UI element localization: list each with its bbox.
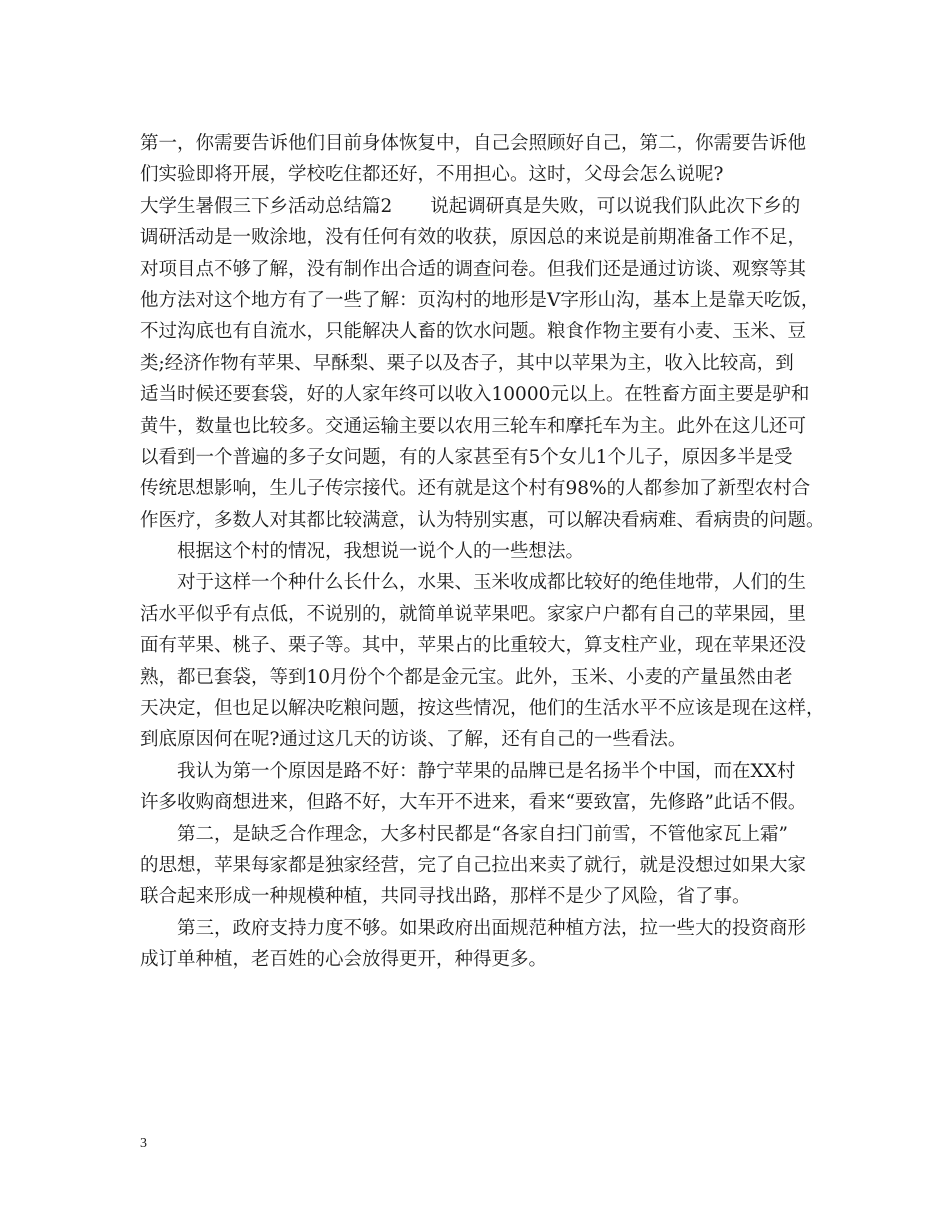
text-line: 调研活动是一败涂地，没有任何有效的收获，原因总的来说是前期准备工作不足，	[140, 227, 807, 249]
text-line: 们实验即将开展，学校吃住都还好，不用担心。这时，父母会怎么说呢?	[140, 164, 724, 186]
text-line: 天决定，但也足以解决吃粮问题，按这些情况，他们的生活水平不应该是现在这样，	[140, 698, 825, 720]
page-number: 3	[140, 1136, 147, 1151]
paragraph-start: 第二，是缺乏合作理念，大多村民都是“各家自扫门前雪，不管他家瓦上霜”	[177, 823, 788, 845]
text-line: 第一，你需要告诉他们目前身体恢复中，自己会照顾好自己，第二，你需要告诉他	[140, 133, 807, 154]
text-line: 的思想，苹果每家都是独家经营，完了自己拉出来卖了就行，就是没想过如果大家	[140, 854, 807, 876]
text-line: 对项目点不够了解，没有制作出合适的调查问卷。但我们还是通过访谈、观察等其	[140, 258, 807, 280]
text-line: 面有苹果、桃子、栗子等。其中，苹果占的比重较大，算支柱产业，现在苹果还没	[140, 635, 807, 657]
text-line: 成订单种植，老百姓的心会放得更开，种得更多。	[140, 949, 548, 971]
paragraph-start: 根据这个村的情况，我想说一说个人的一些想法。	[177, 541, 585, 563]
text-line: 作医疗，多数人对其都比较满意，认为特别实惠，可以解决看病难、看病贵的问题。	[140, 509, 825, 531]
text-line: 熟，都已套袋，等到10月份个个都是金元宝。此外，玉米、小麦的产量虽然由老	[140, 666, 793, 688]
paragraph-start: 第三，政府支持力度不够。如果政府出面规范种植方法，拉一些大的投资商形	[177, 917, 807, 939]
text-line: 联合起来形成一种规模种植，共同寻找出路，那样不是少了风险，省了事。	[140, 886, 751, 908]
text-line: 类;经济作物有苹果、早酥梨、栗子以及杏子，其中以苹果为主，收入比较高，到	[140, 352, 794, 374]
text-line: 适当时候还要套袋，好的人家年终可以收入10000元以上。在牲畜方面主要是驴和	[140, 384, 810, 406]
text-line: 活水平似乎有点低，不说别的，就简单说苹果吧。家家户户都有自己的苹果园，里	[140, 603, 807, 625]
text-line: 传统思想影响，生儿子传宗接代。还有就是这个村有98%的人都参加了新型农村合	[140, 478, 811, 500]
text-line: 许多收购商想进来，但路不好，大车开不进来，看来“要致富，先修路”此话不假。	[140, 792, 807, 814]
text-line: 到底原因何在呢?通过这几天的访谈、了解，还有自己的一些看法。	[140, 729, 687, 751]
paragraph-start: 对于这样一个种什么长什么，水果、玉米收成都比较好的绝佳地带，人们的生	[177, 572, 807, 594]
paragraph-start: 我认为第一个原因是路不好：静宁苹果的品牌已是名扬半个中国，而在XX村	[177, 760, 796, 782]
text-line: 以看到一个普遍的多子女问题，有的人家甚至有5个女儿1个儿子，原因多半是受	[140, 446, 793, 468]
text-line: 他方法对这个地方有了一些了解：页沟村的地形是V字形山沟，基本上是靠天吃饭，	[140, 289, 820, 311]
text-line: 不过沟底也有自流水，只能解决人畜的饮水问题。粮食作物主要有小麦、玉米、豆	[140, 321, 807, 343]
body-text	[140, 128, 830, 976]
section-heading-line	[140, 191, 830, 222]
section-heading: 大学生暑假三下乡活动总结篇2	[140, 195, 393, 217]
text-line: 黄牛，数量也比较多。交通运输主要以农用三轮车和摩托车为主。此外在这儿还可	[140, 415, 807, 437]
section-first-sentence: 说起调研真是失败，可以说我们队此次下乡的	[430, 195, 801, 217]
